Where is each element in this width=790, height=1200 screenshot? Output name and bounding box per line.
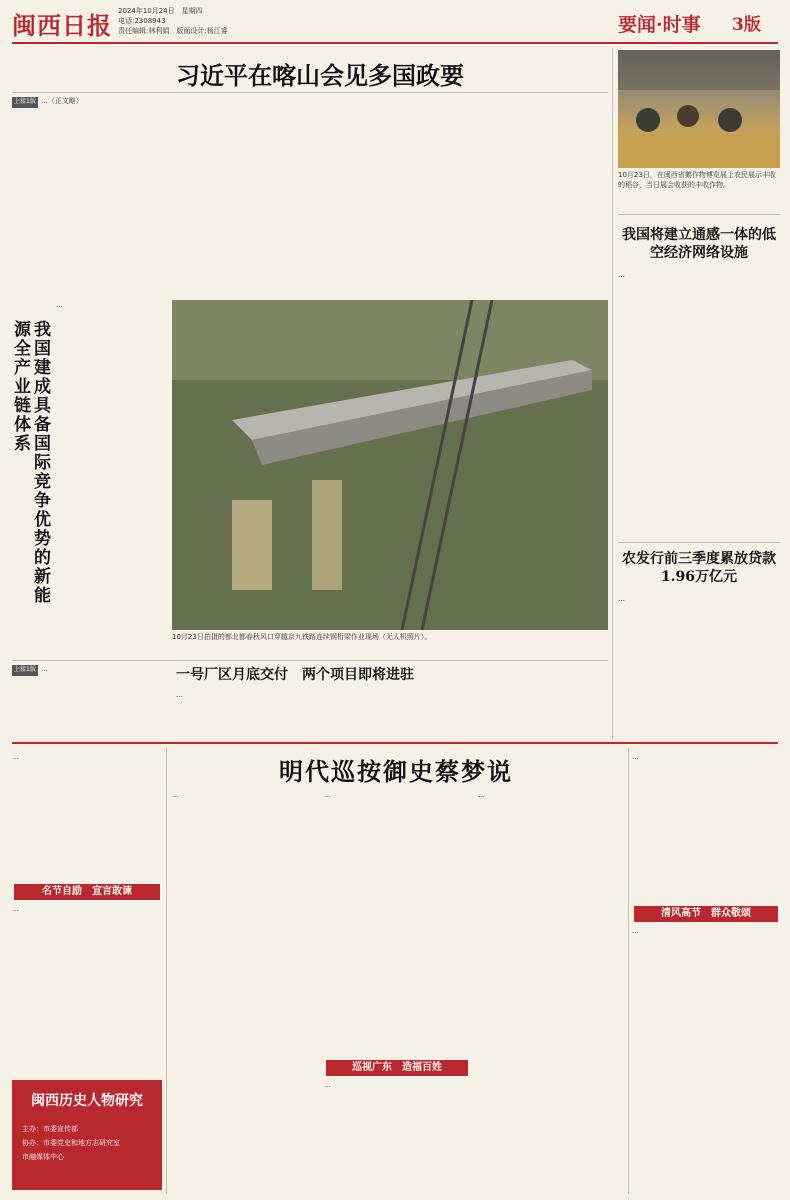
photo-bridge bbox=[172, 300, 608, 630]
story-left-headline: 我国建成具备国际竞争优势的新能源全产业链体系 bbox=[10, 320, 50, 605]
lead-body bbox=[12, 96, 608, 296]
masthead-rule bbox=[12, 42, 778, 44]
page-number: 3版 bbox=[732, 15, 761, 35]
story-right2-body: … bbox=[618, 595, 625, 603]
story-mid-headline: 一号厂区月底交付 两个项目即将进驻 bbox=[176, 667, 414, 683]
series-line-2: 协办：市委党史和地方志研究室 bbox=[22, 1139, 120, 1147]
story-mid-lead-text: … bbox=[40, 665, 48, 673]
feature-headline: 明代巡按御史蔡梦说 bbox=[279, 757, 513, 786]
series-box bbox=[12, 1080, 162, 1190]
subhead-b: 巡视广东 造福百姓 bbox=[326, 1060, 468, 1076]
feature-col-4: … bbox=[478, 791, 485, 799]
lead-headline: 习近平在喀山会见多国政要 bbox=[176, 61, 464, 90]
feature-col-3: … bbox=[324, 791, 331, 799]
masthead-phone: 电话:2308943 bbox=[118, 17, 166, 25]
lead-body-text: …（正文略） bbox=[40, 97, 83, 105]
masthead-logo: 闽西日报 bbox=[12, 11, 112, 40]
series-line-3: 市融媒体中心 bbox=[22, 1153, 64, 1161]
subhead-a: 名节自励 宣言敢谏 bbox=[14, 884, 160, 900]
continued-tag: 上接1版 bbox=[12, 97, 38, 108]
story-mid-lead bbox=[12, 664, 162, 740]
feature-col-5a: … bbox=[632, 753, 639, 761]
photo-harvest bbox=[618, 50, 780, 168]
masthead-date: 2024年10月24日 星期四 bbox=[118, 7, 203, 15]
section-title: 要闻·时事 bbox=[618, 14, 701, 36]
bridge-image bbox=[172, 300, 608, 630]
story-mid-body: … bbox=[176, 691, 183, 699]
feature-col-3b: … bbox=[324, 1081, 331, 1089]
masthead-editors: 责任编辑:林利娟 版面设计:杨江睿 bbox=[118, 27, 228, 35]
story-right1-headline: 我国将建立通感一体的低空经济网络设施 bbox=[622, 227, 776, 261]
series-title: 闽西历史人物研究 bbox=[31, 1093, 143, 1109]
story-left-body: … bbox=[56, 301, 63, 309]
series-line-1: 主办：市委宣传部 bbox=[22, 1125, 78, 1133]
feature-col-1b: … bbox=[12, 905, 19, 913]
photo-harvest-caption: 10月23日，在闽西省鹅作物博览展上农民展示丰收的稻谷，当日展会收获的丰收作物。 bbox=[618, 171, 776, 189]
harvest-image bbox=[618, 50, 780, 168]
feature-col-2: … bbox=[172, 791, 179, 799]
feature-col-5b: … bbox=[632, 927, 639, 935]
continued-tag: 上接1版 bbox=[12, 665, 38, 676]
masthead bbox=[0, 0, 790, 44]
story-right1-body: … bbox=[618, 271, 625, 279]
subhead-c: 清风高节 群众敬颂 bbox=[634, 906, 778, 922]
story-right2-headline: 农发行前三季度累放贷款1.96万亿元 bbox=[622, 551, 776, 585]
feature-col-1: … bbox=[12, 753, 19, 761]
photo-bridge-caption: 10月23日拍摄的都北都春秋风口穿越京九铁路连续钢桁梁作业现场（无人机照片）。 bbox=[172, 633, 432, 641]
